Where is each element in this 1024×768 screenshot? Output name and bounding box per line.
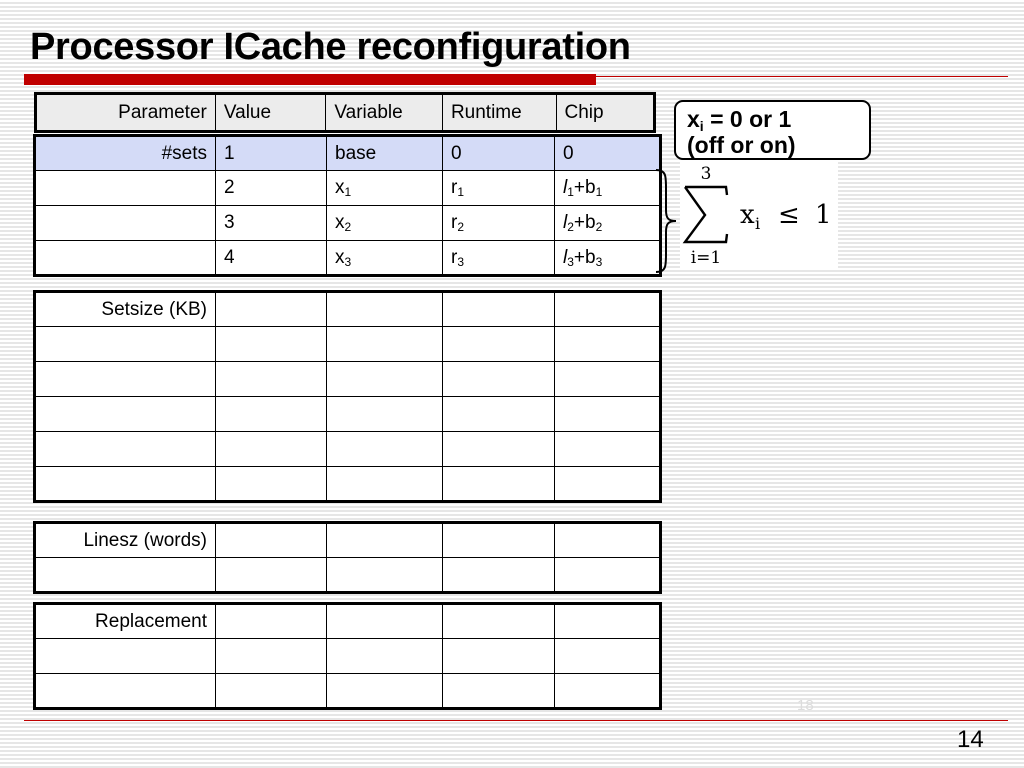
slide-page-number: 14: [957, 726, 984, 753]
header-row: [36, 94, 655, 132]
variable-cell: $x_3$: [327, 241, 443, 276]
param-cell: [35, 171, 216, 206]
param-cell: [35, 362, 216, 397]
slide-title: Processor ICache reconfiguration: [30, 26, 631, 68]
variable-cell: $x_1$: [327, 171, 443, 206]
param-cell: [35, 674, 216, 709]
runtime-cell: [443, 432, 555, 467]
variable-cell: [327, 292, 443, 327]
title-accent-bar: [24, 74, 596, 85]
runtime-cell: [443, 674, 555, 709]
sum-formula-graphic: [680, 160, 838, 270]
table-row: [35, 432, 661, 467]
param-linesz-label: Linesz (words): [35, 523, 216, 558]
param-replacement-label: Replacement: [35, 604, 216, 639]
runtime-cell: 0: [443, 136, 555, 171]
chip-cell: [555, 397, 661, 432]
table-row: [35, 397, 661, 432]
variable-cell: [327, 397, 443, 432]
sum-constraint-formula: [680, 160, 838, 270]
setsize-table: [33, 290, 662, 503]
param-cell: [35, 639, 216, 674]
param-cell: [35, 558, 216, 593]
parameter-table-header: [34, 92, 656, 133]
chip-cell: [555, 558, 661, 593]
chip-cell: [555, 327, 661, 362]
sum-term: x: [740, 200, 755, 230]
param-cell: [35, 241, 216, 276]
runtime-cell: [443, 604, 555, 639]
runtime-cell: [443, 558, 555, 593]
param-cell: [35, 397, 216, 432]
table-row: [35, 241, 661, 276]
runtime-cell: [443, 523, 555, 558]
runtime-cell: [443, 292, 555, 327]
chip-cell: 0: [555, 136, 661, 171]
param-cell: [35, 432, 216, 467]
table-row: [35, 639, 661, 674]
sets-table: [33, 134, 662, 277]
variable-cell: [327, 558, 443, 593]
chip-cell: $l_1+b_1$: [555, 171, 661, 206]
header-value: Value: [215, 94, 326, 132]
runtime-cell: [443, 362, 555, 397]
value-cell: [216, 397, 327, 432]
linesz-table: [33, 521, 662, 594]
value-cell: [216, 639, 327, 674]
sum-bound: 1: [815, 200, 832, 230]
runtime-cell: $r_1$: [443, 171, 555, 206]
table-row: [35, 206, 661, 241]
table-row: [35, 327, 661, 362]
value-cell: [216, 604, 327, 639]
chip-cell: $l_3+b_3$: [555, 241, 661, 276]
runtime-cell: [443, 639, 555, 674]
table-row: [35, 292, 661, 327]
value-cell: [216, 674, 327, 709]
sum-term-subscript: i: [755, 214, 761, 233]
value-cell: [216, 292, 327, 327]
variable-cell: [327, 467, 443, 502]
table-row: [35, 171, 661, 206]
sum-relation: ≤: [778, 200, 800, 230]
curly-brace: [654, 168, 680, 274]
value-cell: [216, 362, 327, 397]
runtime-cell: [443, 397, 555, 432]
table-row: [35, 136, 661, 171]
variable-cell: $x_2$: [327, 206, 443, 241]
chip-cell: [555, 292, 661, 327]
xi-note-box: [674, 100, 871, 160]
value-cell: 3: [216, 206, 327, 241]
variable-cell: [327, 639, 443, 674]
chip-cell: [555, 362, 661, 397]
header-runtime: Runtime: [442, 94, 556, 132]
note-line-2: (off or on): [687, 132, 796, 158]
value-cell: 2: [216, 171, 327, 206]
title-underline: [596, 76, 1008, 77]
value-cell: [216, 467, 327, 502]
header-variable: Variable: [326, 94, 443, 132]
chip-cell: [555, 432, 661, 467]
chip-cell: [555, 639, 661, 674]
sigma-symbol: [685, 187, 727, 242]
faint-watermark-number: 18: [797, 697, 814, 714]
value-cell: [216, 558, 327, 593]
param-cell: [35, 327, 216, 362]
runtime-cell: [443, 327, 555, 362]
sum-lower-limit: i=1: [690, 248, 722, 268]
runtime-cell: $r_2$: [443, 206, 555, 241]
table-row: [35, 467, 661, 502]
chip-cell: [555, 467, 661, 502]
param-setsize-label: Setsize (KB): [35, 292, 216, 327]
variable-cell: [327, 327, 443, 362]
variable-cell: [327, 674, 443, 709]
value-cell: [216, 523, 327, 558]
variable-cell: [327, 432, 443, 467]
value-cell: 4: [216, 241, 327, 276]
chip-cell: [555, 604, 661, 639]
sum-upper-limit: 3: [700, 164, 712, 184]
header-chip: Chip: [556, 94, 655, 132]
table-row: [35, 604, 661, 639]
header-parameter: Parameter: [36, 94, 216, 132]
chip-cell: [555, 523, 661, 558]
note-line-1: $x_i = 0$ or 1: [687, 106, 792, 134]
chip-cell: $l_2+b_2$: [555, 206, 661, 241]
value-cell: [216, 432, 327, 467]
variable-cell: [327, 604, 443, 639]
param-cell: [35, 206, 216, 241]
variable-cell: [327, 362, 443, 397]
table-row: [35, 362, 661, 397]
table-row: [35, 523, 661, 558]
runtime-cell: [443, 467, 555, 502]
param-cell: [35, 467, 216, 502]
replacement-table: [33, 602, 662, 710]
variable-cell: [327, 523, 443, 558]
param-sets-label: #sets: [35, 136, 216, 171]
table-row: [35, 674, 661, 709]
table-row: [35, 558, 661, 593]
chip-cell: [555, 674, 661, 709]
value-cell: [216, 327, 327, 362]
variable-cell: base: [327, 136, 443, 171]
runtime-cell: $r_3$: [443, 241, 555, 276]
footer-divider: [24, 720, 1008, 721]
value-cell: 1: [216, 136, 327, 171]
